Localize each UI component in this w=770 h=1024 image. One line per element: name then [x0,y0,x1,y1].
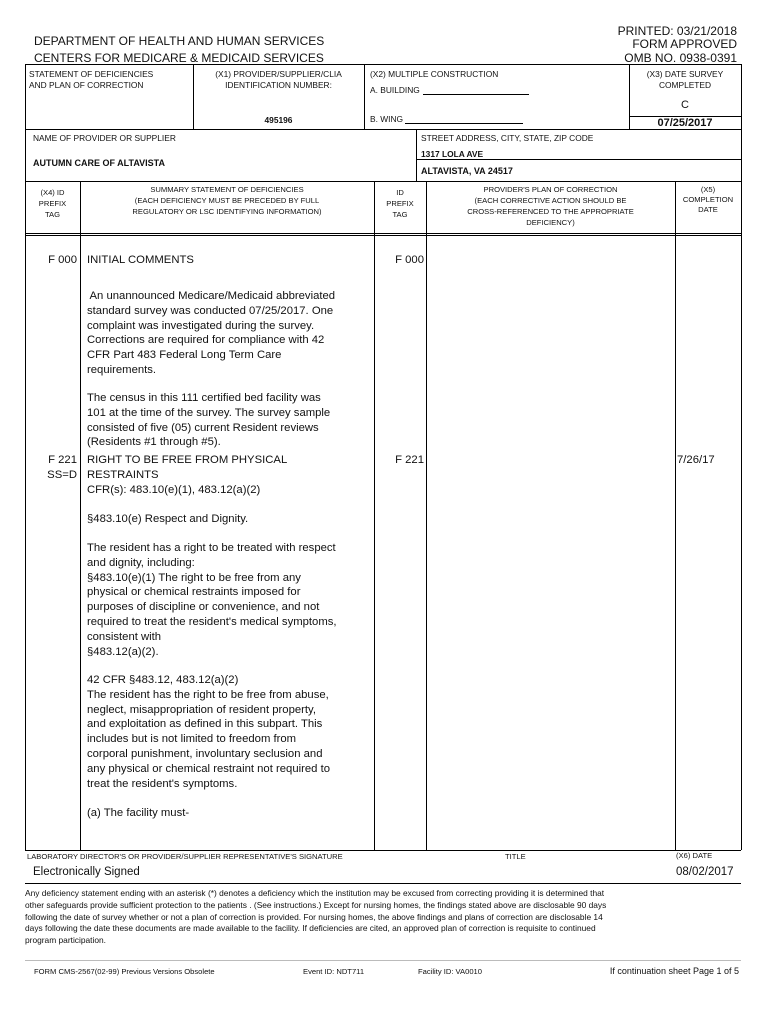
x4-header-3: TAG [44,210,61,219]
id-tag-f000: F 000 [395,254,424,266]
rule [25,883,741,884]
survey-code: C [681,99,689,111]
text-line: Corrections are required for compliance with 42 [87,334,325,347]
rule [426,181,427,850]
summary-header-2: (EACH DEFICIENCY MUST BE PRECEDED BY FULL [134,196,320,205]
prefix-tag-f000: F 000 [48,254,77,266]
rule [25,960,741,961]
text-line: 101 at the time of the survey. The survey sample [87,406,331,419]
id-header-2: PREFIX [386,199,414,208]
x3-label-2: COMPLETED [658,80,712,90]
rule [364,64,365,129]
f221-title [87,453,372,497]
text-line: requirements. [87,363,157,376]
rule [675,181,676,850]
form-number: FORM CMS-2567(02-99) Previous Versions Obsolete [34,967,215,976]
text-line: neglect, misappropriation of resident property, [87,703,316,716]
title-label: TITLE [505,852,526,861]
text-line: purposes of discipline or convenience, and not [87,601,320,614]
form-approved: FORM APPROVED [632,37,737,51]
x1-label-1: (X1) PROVIDER/SUPPLIER/CLIA [215,69,342,79]
rule [80,181,81,850]
deficiency-notice [25,888,741,947]
x2-label: (X2) MULTIPLE CONSTRUCTION [370,69,499,79]
event-id: Event ID: NDT711 [303,967,365,976]
text-line: and exploitation as defined in this subpart. This [87,718,323,731]
text-line: program participation. [25,935,106,946]
summary-header-3: REGULATORY OR LSC IDENTIFYING INFORMATION) [132,207,322,216]
id-tag-f221: F 221 [395,454,424,466]
text-line: The resident has the right to be free from abuse, [87,688,329,701]
address-street: 1317 LOLA AVE [421,149,484,159]
plan-header-4: DEFICIENCY) [526,218,575,227]
text-line: any physical or chemical restraint not required to [87,762,330,775]
signature-date: 08/02/2017 [676,866,734,878]
text-line: consisted of five (05) current Resident reviews [87,421,319,434]
facility-id: Facility ID: VA0010 [418,967,483,976]
text-line: corporal punishment, involuntary seclusion and [87,747,323,760]
statement-label-1: STATEMENT OF DEFICIENCIES [29,69,154,79]
census-paragraph [87,391,372,450]
plan-header-3: CROSS-REFERENCED TO THE APPROPRIATE [467,207,634,216]
x1-label-2: IDENTIFICATION NUMBER: [225,80,332,90]
text-line: The resident has a right to be treated with respect [87,542,336,554]
text-line: The census in this 111 certified bed facility was [87,392,321,404]
x4-header-1: (X4) ID [40,188,65,197]
agency-title: CENTERS FOR MEDICARE & MEDICAID SERVICES [34,51,324,65]
facility-must-line: (a) The facility must- [87,807,190,819]
x3-label-1: (X3) DATE SURVEY [646,69,724,79]
text-line: includes but is not limited to freedom from [87,733,297,746]
text-line: An unannounced Medicare/Medicaid abbreviated [87,290,336,302]
provider-name: AUTUMN CARE OF ALTAVISTA [33,158,165,168]
rule [374,181,375,850]
x5-header-1: (X5) [700,185,716,194]
rule [25,181,741,182]
scope-severity: SS=D [47,469,77,481]
plan-header-2: (EACH CORRECTIVE ACTION SHOULD BE [474,196,627,205]
text-line: consistent with [87,630,162,643]
abuse-paragraph [87,673,372,791]
text-line: §483.10(e)(1) The right to be free from any [87,571,301,584]
text-line: physical or chemical restraints imposed for [87,586,301,599]
text-line: days following the date these documents are made available to the facility. If deficiencies are cited, an approved plan of correction is requisite to continued [25,923,596,934]
plan-header-1: PROVIDER'S PLAN OF CORRECTION [483,185,618,194]
text-line: Any deficiency statement ending with an asterisk (*) denotes a deficiency which the institution may be excused from correcting providing it is determined that [25,888,605,898]
rule [25,233,741,234]
x5-header-3: DATE [698,205,718,214]
rights-paragraph [87,541,372,659]
text-line: required to treat the resident's medical symptoms, [87,615,337,628]
survey-date: 07/25/2017 [657,117,713,129]
signature-value: Electronically Signed [33,866,140,878]
page-number: If continuation sheet Page 1 of 5 [609,966,739,976]
department-title: DEPARTMENT OF HEALTH AND HUMAN SERVICES [34,34,325,48]
rule [25,235,741,236]
wing-field[interactable] [405,123,523,124]
x4-header-2: PREFIX [38,199,67,208]
date-label: (X6) DATE [676,851,713,860]
text-line: RESTRAINTS [87,468,159,481]
text-line: following the date of survey whether or not a plan of correction is provided. For nursing homes, the above findings and plans of correction are disclosable 14 [25,911,603,922]
statement-label-2: AND PLAN OF CORRECTION [29,80,144,90]
provider-name-label: NAME OF PROVIDER OR SUPPLIER [33,133,176,143]
prefix-tag-f221: F 221 [48,454,77,466]
survey-paragraph [87,289,372,378]
signature-label: LABORATORY DIRECTOR'S OR PROVIDER/SUPPLIER REPRESENTATIVE'S SIGNATURE [27,852,343,861]
rule [25,850,741,851]
rule [416,129,417,181]
address-label: STREET ADDRESS, CITY, STATE, ZIP CODE [421,133,594,143]
text-line: standard survey was conducted 07/25/2017. One [87,304,334,317]
text-line: and dignity, including: [87,556,195,569]
text-line: other safeguards provide sufficient protection to the patients . (See instructions.) Except for nursing homes, the findings stated above are disclosable 90 days [25,899,607,910]
completion-date-f221: 7/26/17 [677,454,715,466]
text-line: treat the resident's symptoms. [87,777,238,790]
text-line: RIGHT TO BE FREE FROM PHYSICAL [87,454,288,466]
printed-date: PRINTED: 03/21/2018 [617,24,737,38]
building-label: A. BUILDING [370,85,420,95]
text-line: §483.12(a)(2). [87,645,159,658]
text-line: CFR Part 483 Federal Long Term Care [87,349,282,362]
x5-header-2: COMPLETION [682,195,734,204]
summary-header-1: SUMMARY STATEMENT OF DEFICIENCIES [150,185,304,194]
building-field[interactable] [423,94,529,95]
text-line: (Residents #1 through #5). [87,436,221,449]
id-header-1: ID [396,188,404,197]
id-header-3: TAG [392,210,408,219]
address-city: ALTAVISTA, VA 24517 [421,166,513,176]
respect-dignity-heading: §483.10(e) Respect and Dignity. [87,513,249,525]
omb-number: OMB NO. 0938-0391 [624,51,737,65]
text-line: 42 CFR §483.12, 483.12(a)(2) [87,674,239,686]
text-line: CFR(s): 483.10(e)(1), 483.12(a)(2) [87,483,261,496]
text-line: complaint was investigated during the survey. [87,319,315,332]
rule [741,64,742,850]
rule [25,129,741,130]
wing-label: B. WING [370,114,404,124]
provider-number: 495196 [264,115,293,125]
initial-comments-heading: INITIAL COMMENTS [87,254,194,266]
rule [25,64,741,65]
